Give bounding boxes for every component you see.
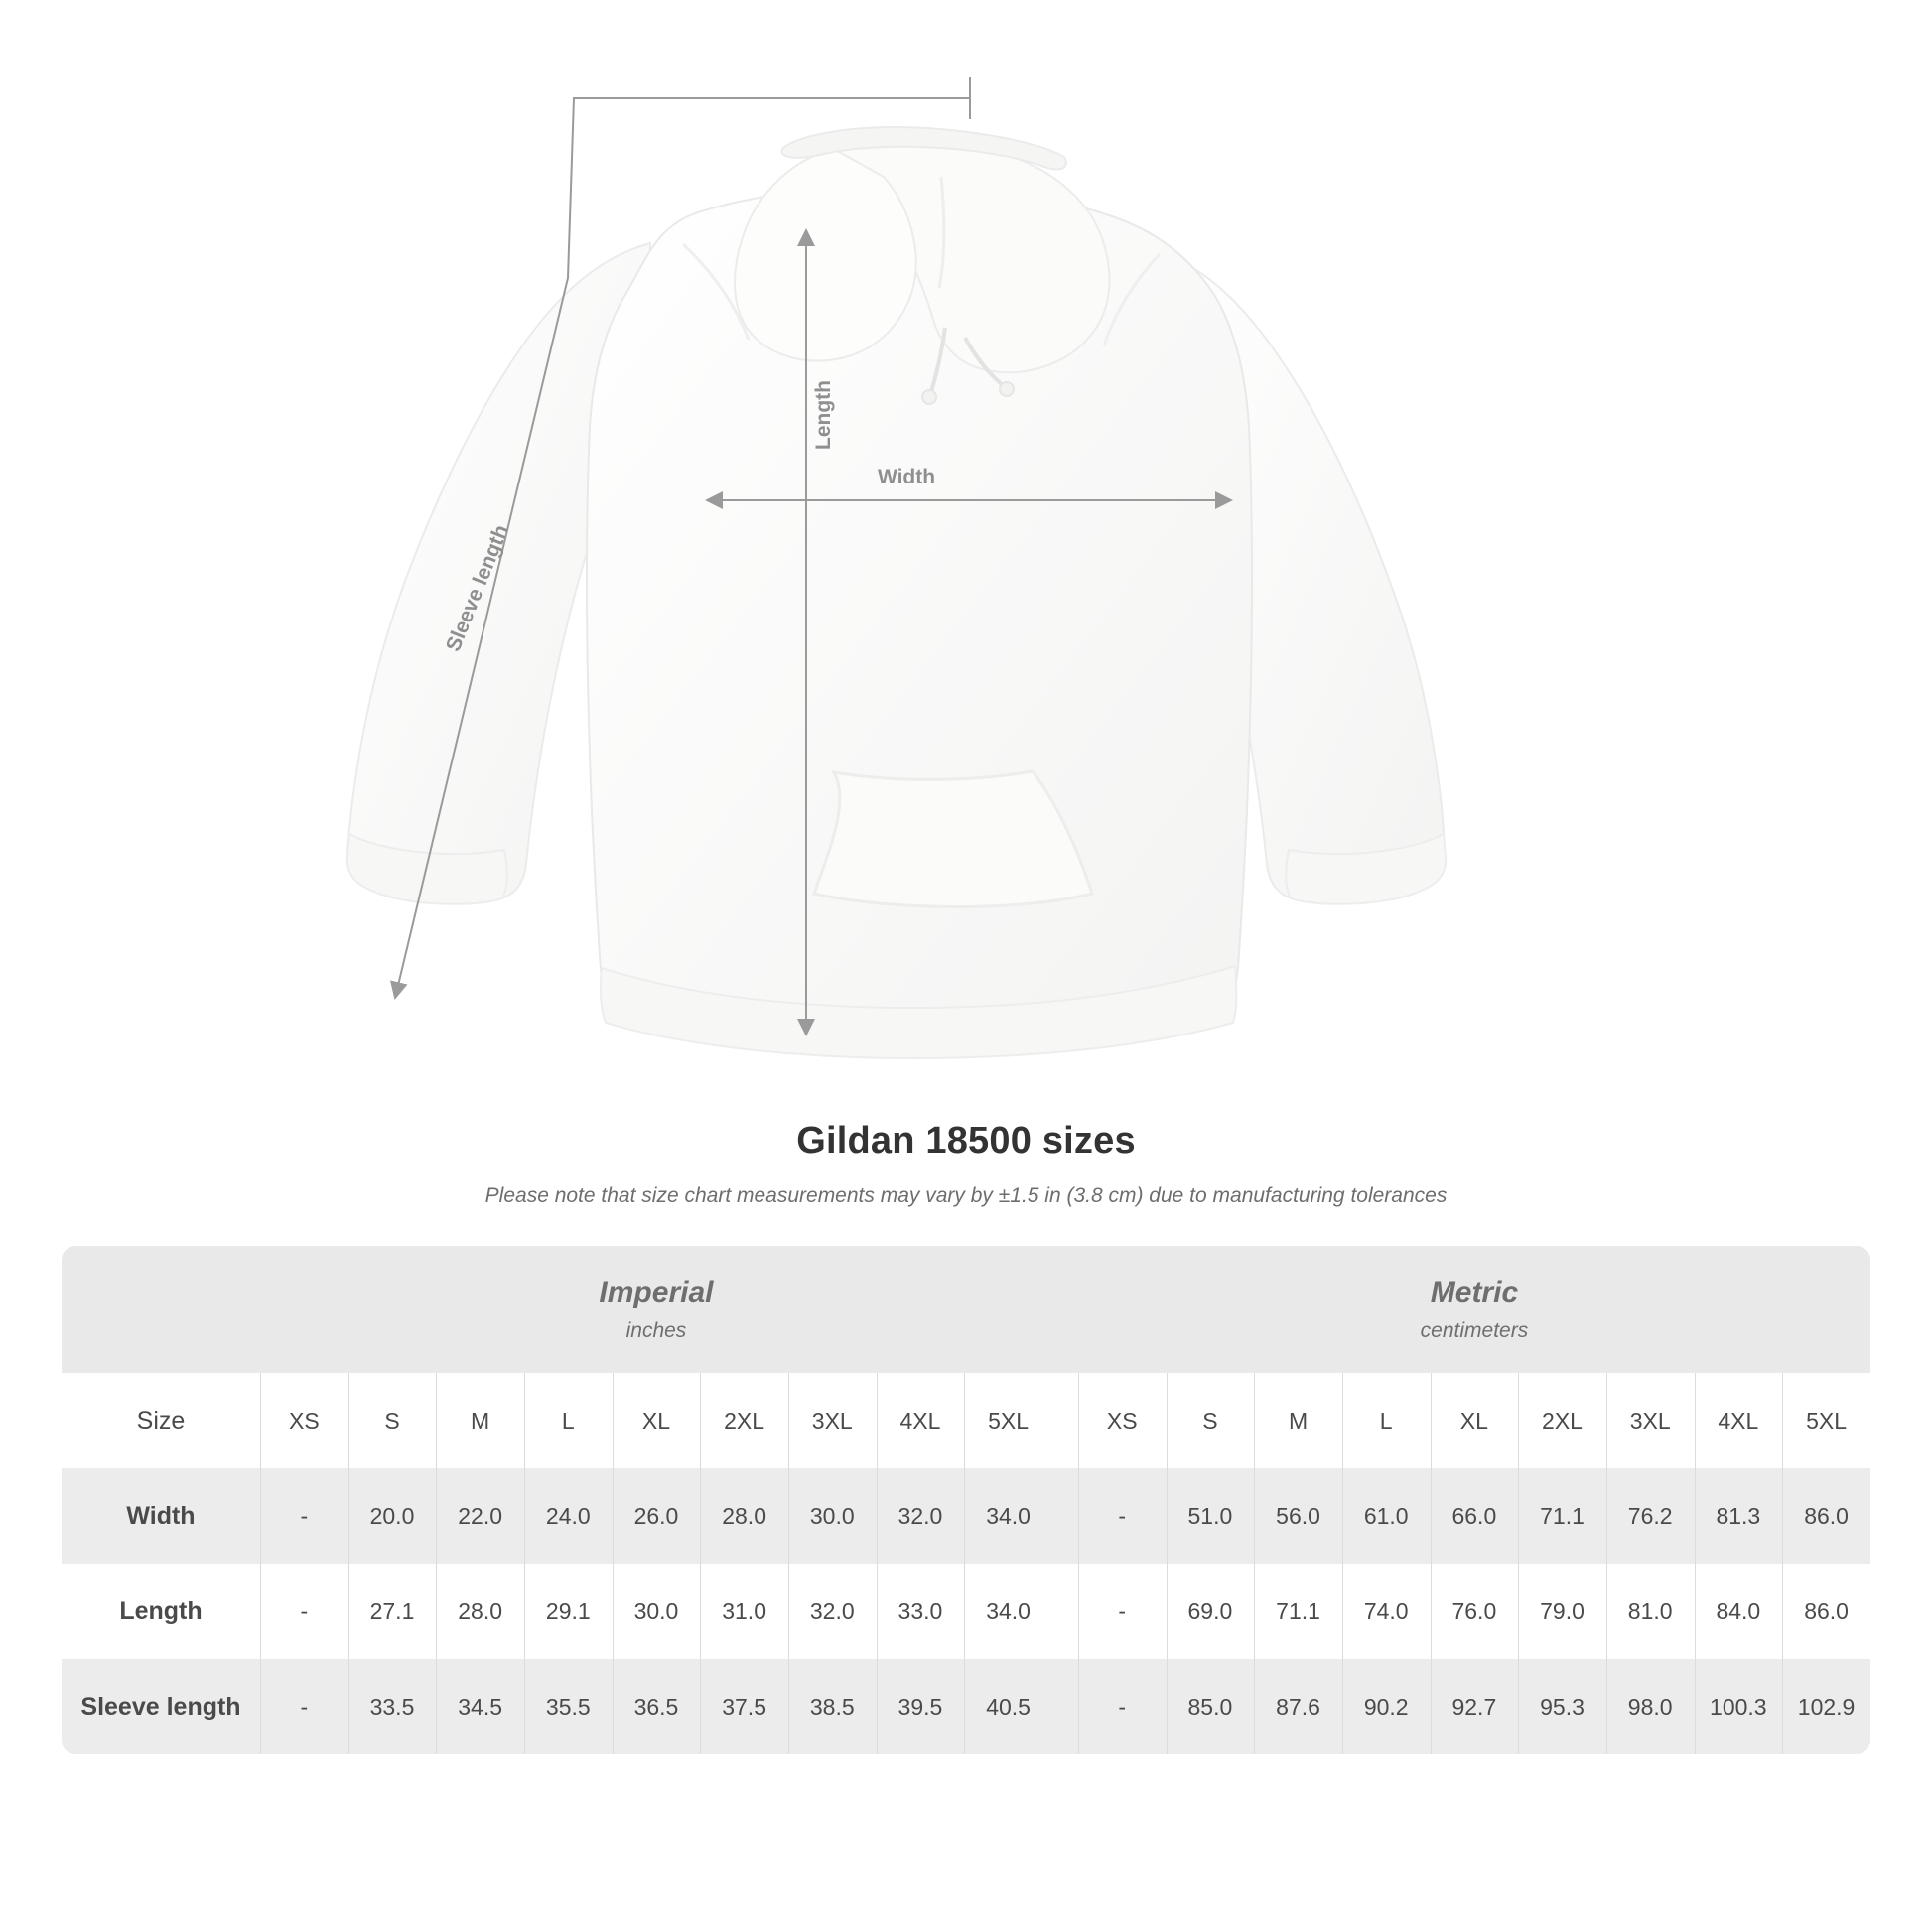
size-header-metric-xs: XS: [1078, 1373, 1167, 1468]
sleeve-imperial-3xl: 38.5: [788, 1659, 877, 1754]
unit-group-imperial-name: Imperial: [599, 1276, 714, 1309]
size-header-imperial-s: S: [348, 1373, 437, 1468]
length-metric-xs: -: [1078, 1564, 1167, 1659]
sleeve-imperial-xs: -: [260, 1659, 348, 1754]
sleeve-metric-l: 90.2: [1342, 1659, 1431, 1754]
length-imperial-l: 29.1: [524, 1564, 613, 1659]
length-metric-xl: 76.0: [1431, 1564, 1519, 1659]
length-imperial-s: 27.1: [348, 1564, 437, 1659]
row-label-length: Length: [62, 1564, 260, 1659]
length-metric-3xl: 81.0: [1606, 1564, 1695, 1659]
width-metric-2xl: 71.1: [1518, 1468, 1606, 1564]
width-metric-m: 56.0: [1254, 1468, 1342, 1564]
width-imperial-2xl: 28.0: [700, 1468, 788, 1564]
width-imperial-m: 22.0: [436, 1468, 524, 1564]
table-row: [62, 1659, 1870, 1754]
length-imperial-m: 28.0: [436, 1564, 524, 1659]
sleeve-metric-3xl: 98.0: [1606, 1659, 1695, 1754]
size-table: [62, 1246, 1870, 1754]
length-imperial-4xl: 33.0: [877, 1564, 965, 1659]
unit-header-blank: [62, 1246, 260, 1373]
width-metric-s: 51.0: [1167, 1468, 1255, 1564]
width-metric-4xl: 81.3: [1695, 1468, 1783, 1564]
sleeve-metric-4xl: 100.3: [1695, 1659, 1783, 1754]
width-metric-5xl: 86.0: [1782, 1468, 1870, 1564]
width-metric-xl: 66.0: [1431, 1468, 1519, 1564]
width-imperial-4xl: 32.0: [877, 1468, 965, 1564]
sleeve-metric-xl: 92.7: [1431, 1659, 1519, 1754]
tolerance-note: Please note that size chart measurements may vary by ±1.5 in (3.8 cm) due to manufacturing tolerances: [484, 1184, 1448, 1207]
width-metric-xs: -: [1078, 1468, 1167, 1564]
size-header-metric-l: L: [1342, 1373, 1431, 1468]
length-metric-l: 74.0: [1342, 1564, 1431, 1659]
size-header-label: Size: [62, 1373, 260, 1468]
length-metric-m: 71.1: [1254, 1564, 1342, 1659]
length-imperial-5xl: 34.0: [964, 1564, 1052, 1659]
width-imperial-s: 20.0: [348, 1468, 437, 1564]
width-imperial-5xl: 34.0: [964, 1468, 1052, 1564]
size-header-imperial-2xl: 2XL: [700, 1373, 788, 1468]
row-label-width: Width: [62, 1468, 260, 1564]
size-header-imperial-xs: XS: [260, 1373, 348, 1468]
length-imperial-2xl: 31.0: [700, 1564, 788, 1659]
size-header-imperial-xl: XL: [613, 1373, 701, 1468]
length-label: Length: [812, 380, 835, 450]
sleeve-imperial-2xl: 37.5: [700, 1659, 788, 1754]
sleeve-imperial-s: 33.5: [348, 1659, 437, 1754]
sleeve-spacer: [1052, 1659, 1078, 1754]
size-header-metric-m: M: [1254, 1373, 1342, 1468]
sleeve-metric-xs: -: [1078, 1659, 1167, 1754]
page-title: Gildan 18500 sizes: [796, 1120, 1136, 1162]
length-spacer: [1052, 1564, 1078, 1659]
unit-group-imperial-sub: inches: [625, 1319, 687, 1342]
unit-group-metric-name: Metric: [1430, 1276, 1519, 1309]
length-metric-5xl: 86.0: [1782, 1564, 1870, 1659]
size-header-metric-4xl: 4XL: [1695, 1373, 1783, 1468]
width-metric-l: 61.0: [1342, 1468, 1431, 1564]
width-imperial-xs: -: [260, 1468, 348, 1564]
sleeve-metric-2xl: 95.3: [1518, 1659, 1606, 1754]
width-metric-3xl: 76.2: [1606, 1468, 1695, 1564]
length-imperial-xs: -: [260, 1564, 348, 1659]
size-header-imperial-m: M: [436, 1373, 524, 1468]
sleeve-metric-m: 87.6: [1254, 1659, 1342, 1754]
size-header-imperial-4xl: 4XL: [877, 1373, 965, 1468]
width-label: Width: [877, 466, 936, 488]
size-header-metric-2xl: 2XL: [1518, 1373, 1606, 1468]
size-header-row: [62, 1373, 1870, 1468]
unit-group-metric: [1078, 1246, 1870, 1373]
size-header-metric-5xl: 5XL: [1782, 1373, 1870, 1468]
sleeve-imperial-l: 35.5: [524, 1659, 613, 1754]
hoodie-shape: [347, 127, 1446, 1058]
table-row: [62, 1564, 1870, 1659]
unit-header-row: [62, 1246, 1870, 1373]
size-header-imperial-5xl: 5XL: [964, 1373, 1052, 1468]
width-imperial-l: 24.0: [524, 1468, 613, 1564]
width-imperial-xl: 26.0: [613, 1468, 701, 1564]
size-header-imperial-l: L: [524, 1373, 613, 1468]
table-row: [62, 1468, 1870, 1564]
sleeve-imperial-5xl: 40.5: [964, 1659, 1052, 1754]
sleeve-imperial-4xl: 39.5: [877, 1659, 965, 1754]
size-header-imperial-3xl: 3XL: [788, 1373, 877, 1468]
sleeve-imperial-m: 34.5: [436, 1659, 524, 1754]
size-table-wrapper: [62, 1246, 1870, 1754]
row-label-sleeve-length: Sleeve length: [62, 1659, 260, 1754]
size-header-metric-s: S: [1167, 1373, 1255, 1468]
size-header-metric-xl: XL: [1431, 1373, 1519, 1468]
unit-group-imperial: [260, 1246, 1052, 1373]
unit-group-metric-sub: centimeters: [1420, 1319, 1529, 1342]
length-metric-4xl: 84.0: [1695, 1564, 1783, 1659]
sleeve-imperial-xl: 36.5: [613, 1659, 701, 1754]
unit-header-spacer: [1052, 1246, 1078, 1373]
sleeve-metric-s: 85.0: [1167, 1659, 1255, 1754]
sleeve-length-label: Sleeve length: [441, 521, 513, 655]
width-imperial-3xl: 30.0: [788, 1468, 877, 1564]
length-metric-s: 69.0: [1167, 1564, 1255, 1659]
length-imperial-xl: 30.0: [613, 1564, 701, 1659]
size-header-metric-3xl: 3XL: [1606, 1373, 1695, 1468]
length-imperial-3xl: 32.0: [788, 1564, 877, 1659]
sleeve-metric-5xl: 102.9: [1782, 1659, 1870, 1754]
title-block: [0, 1120, 1932, 1208]
length-metric-2xl: 79.0: [1518, 1564, 1606, 1659]
size-header-spacer: [1052, 1373, 1078, 1468]
width-spacer: [1052, 1468, 1078, 1564]
